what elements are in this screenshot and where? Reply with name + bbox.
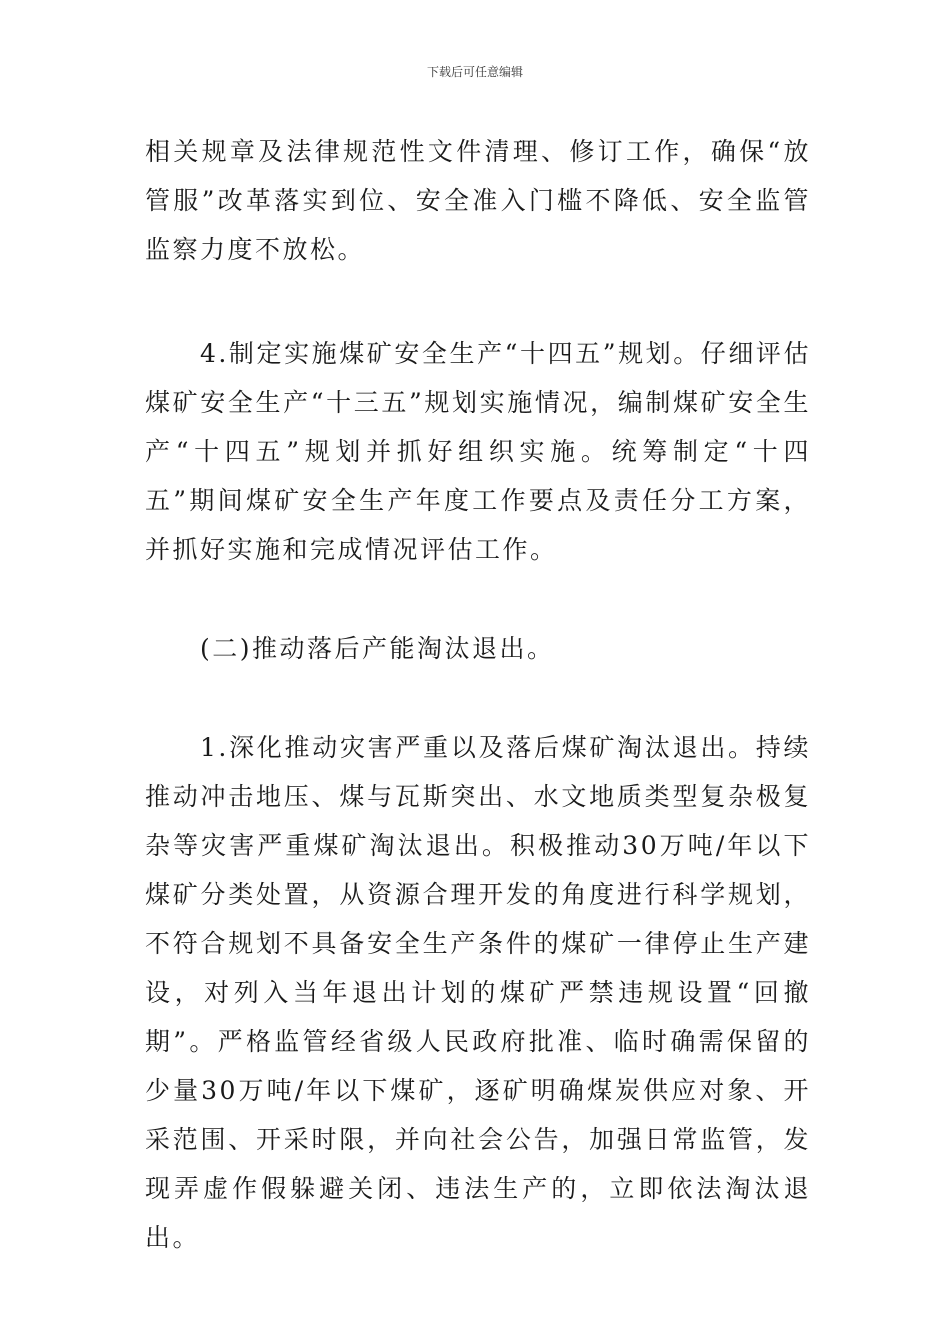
paragraph-coal-mine-exit: 1.深化推动灾害严重以及落后煤矿淘汰退出。持续推动冲击地压、煤与瓦斯突出、水文地质类型复杂极复杂等灾害严重煤矿淘汰退出。积极推动30万吨/年以下煤矿分类处置，从资源合理开发的角度进行科学规划，不符合规划不具备安全生产条件的煤矿一律停止生产建设，对列入当年退出计划的煤矿严禁违规设置“回撤期”。严格监管经省级人民政府批准、临时确需保留的少量30万吨/年以下煤矿，逐矿明确煤炭供应对象、开采范围、开采时限，并向社会公告，加强日常监管，发现弄虚作假躲避关闭、违法生产的，立即依法淘汰退出。 [145, 733, 811, 1252]
section-heading-backward-capacity: (二)推动落后产能淘汰退出。 [200, 634, 555, 663]
paragraph-regulation-cleanup: 相关规章及法律规范性文件清理、修订工作，确保“放管服”改革落实到位、安全准入门槛不降低、安全监管监察力度不放松。 [145, 137, 811, 264]
paragraph-14th-five-year-plan: 4.制定实施煤矿安全生产“十四五”规划。仔细评估煤矿安全生产“十三五”规划实施情况，编制煤矿安全生产“十四五”规划并抓好组织实施。统筹制定“十四五”期间煤矿安全生产年度工作要点及责任分工方案，并抓好实施和完成情况评估工作。 [145, 339, 811, 564]
page-header: 下载后可任意编辑 [426, 65, 523, 79]
